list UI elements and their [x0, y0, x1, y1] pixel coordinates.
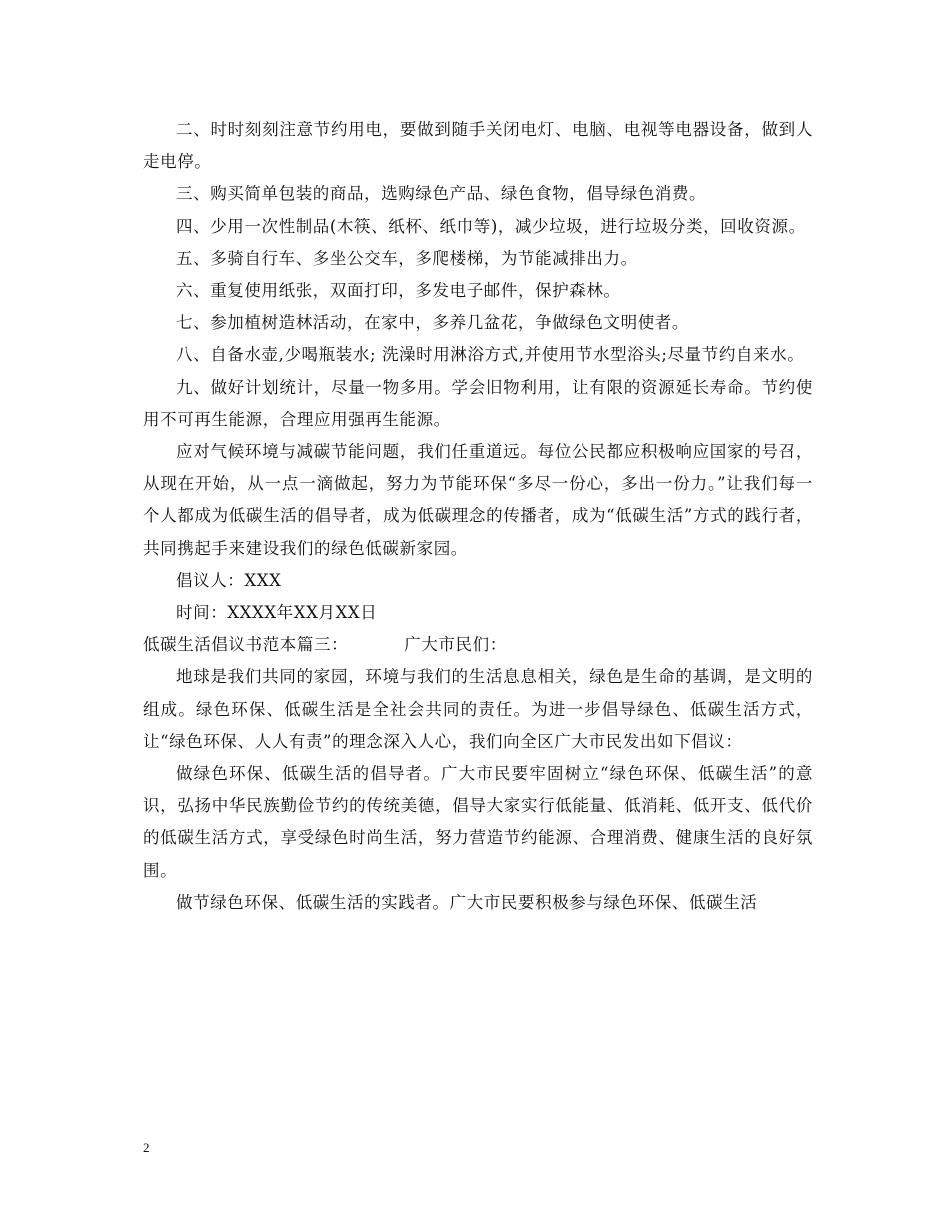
practitioner-paragraph: 做节绿色环保、低碳生活的实践者。广大市民要积极参与绿色环保、低碳生活: [176, 892, 758, 912]
paragraph-item-3: 三、购买简单包装的商品，选购绿色产品、绿色食物，倡导绿色消费。: [176, 184, 707, 204]
section-salutation: 广大市民们：: [404, 635, 507, 655]
date-line: 时间：XXXX年XX月XX日: [176, 603, 378, 623]
paragraph-item-7: 七、参加植树造林活动，在家中，多养几盆花，争做绿色文明使者。: [176, 313, 689, 333]
paragraph-item-5: 五、多骑自行车、多坐公交车，多爬楼梯，为节能减排出力。: [176, 248, 638, 268]
closing-paragraph: 应对气候环境与减碳节能问题，我们任重道远。每位公民都应积极响应国家的号召，从现在开始，从一点一滴做起，努力为节能环保“多尽一份心，多出一份力。”让我们每一个人都成为低碳生活的倡导者，成为低碳理念的传播者，成为“低碳生活”方式的践行者，共同携起手来建设我们的绿色低碳新家园。: [143, 442, 813, 558]
page-number: 2: [143, 1140, 150, 1155]
paragraph-item-9: 九、做好计划统计，尽量一物多用。学会旧物利用，让有限的资源延长寿命。节约使用不可再生能源，合理应用强再生能源。: [143, 377, 813, 429]
paragraph-item-2: 二、时时刻刻注意节约用电，要做到随手关闭电灯、电脑、电视等电器设备，做到人走电停。: [143, 120, 813, 172]
paragraph-item-6: 六、重复使用纸张，双面打印，多发电子邮件，保护森林。: [176, 281, 621, 301]
advocate-paragraph: 做绿色环保、低碳生活的倡导者。广大市民要牢固树立“绿色环保、低碳生活”的意识，弘扬中华民族勤俭节约的传统美德，倡导大家实行低能量、低消耗、低开支、低代价的低碳生活方式，享受绿色时尚生活，努力营造节约能源、合理消费、健康生活的良好氛围。: [143, 764, 813, 880]
section-intro-paragraph: 地球是我们共同的家园，环境与我们的生活息息相关，绿色是生命的基调，是文明的组成。绿色环保、低碳生活是全社会共同的责任。为进一步倡导绿色、低碳生活方式，让“绿色环保、人人有责”的理念深入人心，我们向全区广大市民发出如下倡议：: [143, 667, 813, 751]
section-heading: [143, 629, 813, 661]
paragraph-item-4: 四、少用一次性制品(木筷、纸杯、纸巾等)，减少垃圾，进行垃圾分类，回收资源。: [176, 216, 806, 236]
section-title: 低碳生活倡议书范本篇三：: [143, 635, 349, 655]
paragraph-item-8: 八、自备水壶,少喝瓶装水; 洗澡时用淋浴方式,并使用节水型浴头;尽量节约自来水。: [176, 345, 805, 365]
proposer-line: 倡议人：XXX: [176, 570, 282, 590]
document-body: [143, 114, 813, 919]
